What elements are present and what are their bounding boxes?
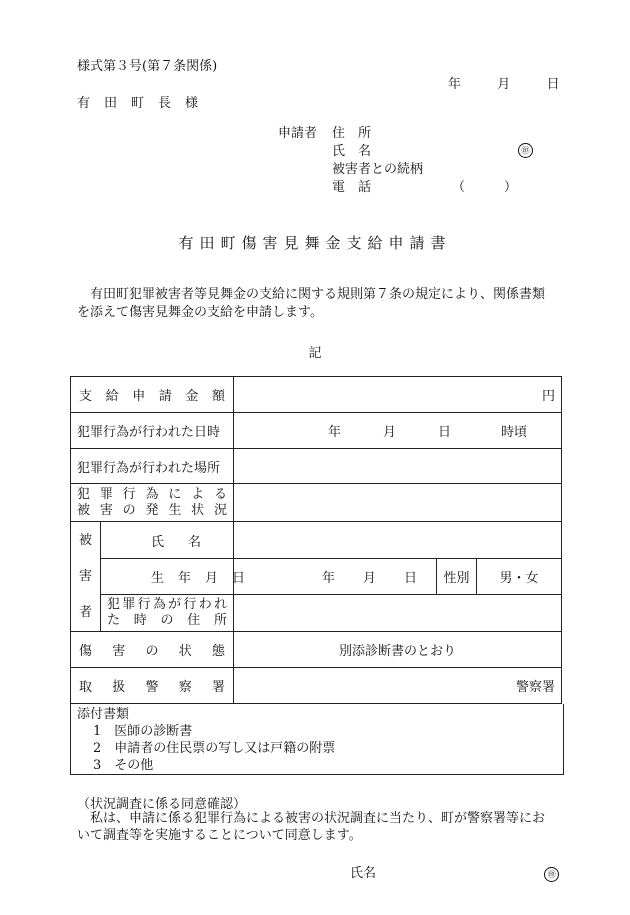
victim-address-label-1: 犯罪行為が行われ bbox=[107, 597, 228, 612]
ki-label: 記 bbox=[308, 346, 322, 361]
attachment-text: 申請者の住民票の写し又は戸籍の附票 bbox=[114, 741, 336, 756]
place-label: 犯罪行為が行われた場所 bbox=[71, 449, 234, 484]
birth-year: 年 bbox=[322, 571, 336, 586]
birth-field bbox=[234, 559, 437, 595]
place-row bbox=[71, 449, 562, 484]
birth-day: 日 bbox=[404, 571, 418, 586]
consent-text: 私は、申請に係る犯罪行為による被害の状況調査に当たり、町が警察署等において調査等を実施することについて同意します。 bbox=[77, 811, 546, 843]
injury-value: 別添診断書のとおり bbox=[234, 632, 562, 668]
amount-row bbox=[71, 377, 562, 413]
injury-label: 傷害の状態 bbox=[79, 644, 226, 659]
police-field bbox=[234, 668, 562, 704]
seal-icon: ㊞ bbox=[518, 143, 533, 158]
signature-name-label: 氏名 bbox=[350, 866, 377, 881]
sex-label: 性別 bbox=[437, 559, 477, 595]
attachment-num: 2 bbox=[93, 741, 102, 756]
signature-row bbox=[350, 862, 559, 882]
seal-icon: ㊞ bbox=[544, 867, 559, 882]
injury-row bbox=[71, 632, 562, 668]
applicant-heading: 申請者 bbox=[278, 126, 318, 141]
place-field bbox=[234, 449, 562, 484]
phone-label: 電 話 bbox=[332, 180, 372, 195]
phone-paren: （ ） bbox=[452, 180, 518, 195]
date-line bbox=[448, 73, 560, 92]
body-text: 有田町犯罪被害者等見舞金の支給に関する規則第７条の規定により、関係書類を添えて傷害見舞金の支給を申請します。 bbox=[77, 287, 546, 320]
attachment-text: 医師の診断書 bbox=[114, 724, 193, 739]
attachments-box bbox=[70, 704, 564, 775]
victim-name-label: 氏 名 bbox=[151, 534, 201, 550]
document-title: 有田町傷害見舞金支給申請書 bbox=[178, 234, 452, 252]
birth-month: 月 bbox=[363, 571, 377, 586]
consent-heading: （状況調査に係る同意確認） bbox=[77, 797, 247, 812]
victim-birth-row bbox=[71, 559, 562, 595]
attachment-num: 3 bbox=[93, 758, 102, 773]
datetime-field bbox=[234, 413, 562, 449]
victim-char-3: 者 bbox=[78, 604, 92, 620]
victim-vertical-label bbox=[71, 522, 101, 632]
situation-row bbox=[71, 484, 562, 522]
datetime-row bbox=[71, 413, 562, 449]
police-row bbox=[71, 668, 562, 704]
applicant-address-label: 住 所 bbox=[332, 126, 372, 141]
applicant-name-label: 氏 名 bbox=[332, 144, 372, 159]
amount-unit: 円 bbox=[541, 389, 555, 404]
victim-char-2: 害 bbox=[78, 568, 92, 584]
datetime-day: 日 bbox=[438, 425, 452, 440]
datetime-hour: 時頃 bbox=[501, 425, 528, 440]
police-unit: 警察署 bbox=[515, 680, 555, 695]
application-table bbox=[70, 376, 562, 704]
attachment-num: 1 bbox=[93, 724, 102, 739]
addressee: 有田町長様 bbox=[77, 96, 213, 111]
amount-field bbox=[234, 377, 562, 413]
amount-label: 支給申請金額 bbox=[79, 389, 226, 404]
datetime-label: 犯罪行為が行われた日時 bbox=[71, 413, 234, 449]
sex-value: 男・女 bbox=[477, 559, 562, 595]
victim-char-1: 被 bbox=[78, 532, 92, 548]
attachments-heading: 添付書類 bbox=[77, 707, 130, 722]
datetime-month: 月 bbox=[383, 425, 397, 440]
victim-address-row bbox=[71, 595, 562, 632]
victim-address-field bbox=[234, 595, 562, 632]
victim-birth-label: 生年月日 bbox=[151, 571, 245, 586]
date-year: 年 bbox=[448, 77, 462, 92]
attachment-text: その他 bbox=[114, 758, 154, 773]
date-day: 日 bbox=[546, 77, 560, 92]
attachment-item bbox=[77, 757, 557, 774]
victim-address-label-2: た時の住所 bbox=[107, 613, 228, 628]
relation-label: 被害者との続柄 bbox=[332, 162, 424, 177]
attachment-item bbox=[77, 740, 557, 757]
victim-name-row bbox=[71, 522, 562, 559]
datetime-year: 年 bbox=[328, 425, 342, 440]
situation-field bbox=[234, 484, 562, 522]
situation-label-2: 被害の発生状況 bbox=[77, 502, 228, 518]
police-label: 取扱警察署 bbox=[79, 680, 226, 695]
date-month: 月 bbox=[497, 77, 511, 92]
form-number-label: 様式第３号(第７条関係) bbox=[77, 59, 218, 74]
victim-name-field bbox=[234, 522, 562, 559]
situation-label-1: 犯罪行為による bbox=[77, 486, 228, 502]
attachment-item bbox=[77, 723, 557, 740]
applicant-block bbox=[278, 125, 533, 197]
